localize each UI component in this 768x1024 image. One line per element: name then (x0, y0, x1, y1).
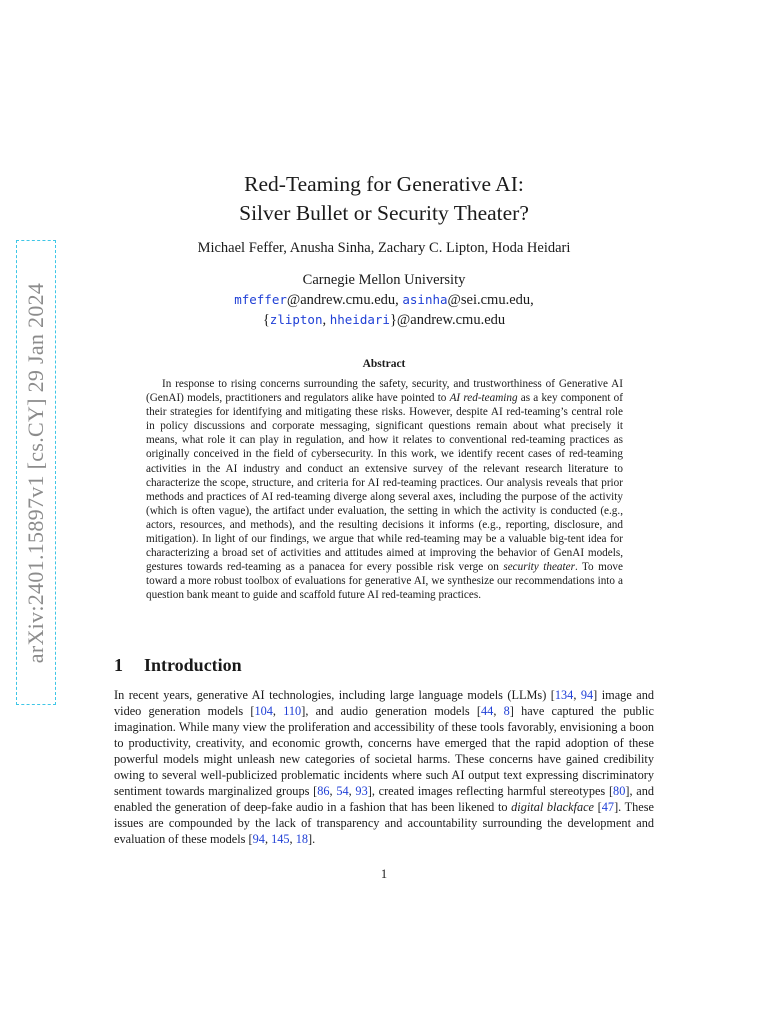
citation-separator: , (289, 832, 296, 846)
citation-link[interactable]: 110 (283, 704, 302, 718)
intro-text: ] have captured the public imagination. While many view the proliferation and accessibility of these tools favorably, envisioning a boon to productivity, creativity, and economic growth, concerns have emerged that the rapid adoption of these powerful models might unleash new categories of societal harms. These concerns have gained credibility owing to several well-publicized problematic incidents where such AI output text expressing discriminatory sentiment towards marginalized groups [ (114, 704, 654, 798)
citation-link[interactable]: 80 (613, 784, 626, 798)
abstract-em-ai-red-teaming: AI red-teaming (449, 392, 518, 405)
section-number: 1 (114, 655, 123, 675)
citation-link[interactable]: 54 (336, 784, 349, 798)
page-number: 1 (380, 867, 388, 881)
introduction-paragraph (114, 687, 654, 847)
citation-link[interactable]: 93 (355, 784, 368, 798)
citation-link[interactable]: 44 (481, 704, 494, 718)
citation-link[interactable]: 94 (252, 832, 265, 846)
abstract-text-2: as a key component of their strategies for identifying and mitigating these risks. However, despite AI red-teaming’s central role in policy discussions and corporate messaging, significant questions remain about what precisely it means, what role it can play in regulation, and how it relates to conventional red-teaming practices as originally conceived in the field of cybersecurity. In this work, we identify recent cases of red-teaming activities in the AI industry and conduct an extensive survey of the relevant research literature to characterize the scope, structure, and criteria for AI red-teaming practices. Our analysis reveals that prior methods and practices of AI red-teaming diverge along several axes, including the purpose of the activity (which is often vague), the artifact under evaluation, the setting in which the activity is conducted (e.g., actors, resources, and methods), and the resulting decisions it informs (e.g., reporting, disclosure, and mitigation). In light of our findings, we argue that while red-teaming may be a valuable big-tent idea for characterizing a broad set of activities and attitudes aimed at improving the behavior of GenAI models, gestures towards red-teaming as a panacea for every possible risk verge on (146, 392, 623, 574)
intro-text: In recent years, generative AI technologies, including large language models (LLMs) [ (114, 688, 555, 702)
abstract-em-security-theater: security theater (503, 561, 575, 574)
citation-link[interactable]: 104 (254, 704, 273, 718)
institution: Carnegie Mellon University (302, 272, 466, 288)
citation-separator: , (272, 704, 284, 718)
author-list: Michael Feffer, Anusha Sinha, Zachary C. Lipton, Hoda Heidari (197, 240, 571, 256)
citation-separator: , (493, 704, 504, 718)
title-line-1: Red-Teaming for Generative AI: (244, 172, 524, 196)
intro-text: [ (594, 800, 602, 814)
citation-link[interactable]: 134 (554, 688, 574, 702)
email-separator: , (322, 312, 330, 328)
email-link-hheidari[interactable]: hheidari (329, 312, 390, 327)
citation-link[interactable]: 47 (601, 800, 615, 814)
email-link-zlipton[interactable]: zlipton (269, 312, 323, 327)
intro-text: ], created images reflecting harmful stereotypes [ (367, 784, 614, 798)
email-link-mfeffer[interactable]: mfeffer (234, 292, 287, 307)
intro-em-digital-blackface: digital blackface (511, 800, 595, 814)
title-line-2: Silver Bullet or Security Theater? (239, 201, 529, 225)
email-domain-1: @andrew.cmu.edu, (286, 292, 403, 308)
email-domain-3: }@andrew.cmu.edu (389, 312, 506, 328)
intro-text: ]. These issues are compounded by the lack of transparency and accountability surrounding the development and evaluation of these models [ (114, 800, 655, 846)
section-title: Introduction (144, 655, 242, 675)
citation-separator: , (329, 784, 337, 798)
abstract-body (146, 377, 623, 603)
citation-link[interactable]: 94 (580, 688, 594, 702)
citation-link[interactable]: 18 (295, 832, 308, 846)
abstract-text-3: . To move toward a more robust toolbox of evaluations for generative AI, we synthesize our recommendations into a question bank meant to guide and scaffold future AI red-teaming practices. (146, 561, 623, 602)
paper-title (114, 170, 654, 228)
section-heading-introduction (114, 655, 242, 676)
email-domain-2: @sei.cmu.edu, (447, 292, 534, 308)
citation-separator: , (264, 832, 272, 846)
email-line-1 (114, 290, 654, 310)
abstract-heading: Abstract (362, 358, 406, 370)
intro-text: ], and audio generation models [ (301, 704, 482, 718)
citation-separator: , (348, 784, 356, 798)
brace-open: { (262, 312, 270, 328)
abstract-text-1: In response to rising concerns surrounding the safety, security, and trustworthiness of Generative AI (GenAI) models, practitioners and regulators alike have pointed to (146, 378, 623, 405)
arxiv-stamp (16, 240, 56, 705)
citation-link[interactable]: 86 (317, 784, 330, 798)
intro-text: ] image and video generation models [ (114, 688, 654, 718)
citation-link[interactable]: 8 (503, 704, 510, 718)
citation-link[interactable]: 145 (271, 832, 290, 846)
affiliation-block (114, 271, 654, 330)
intro-text: ], and enabled the generation of deep-fake audio in a fashion that has been likened to (114, 784, 654, 814)
email-line-2 (114, 310, 654, 330)
citation-separator: , (573, 688, 581, 702)
email-link-asinha[interactable]: asinha (402, 292, 448, 307)
arxiv-identifier: arXiv:2401.15897v1 [cs.CY] 29 Jan 2024 (23, 282, 48, 663)
intro-text: ]. (308, 832, 316, 846)
